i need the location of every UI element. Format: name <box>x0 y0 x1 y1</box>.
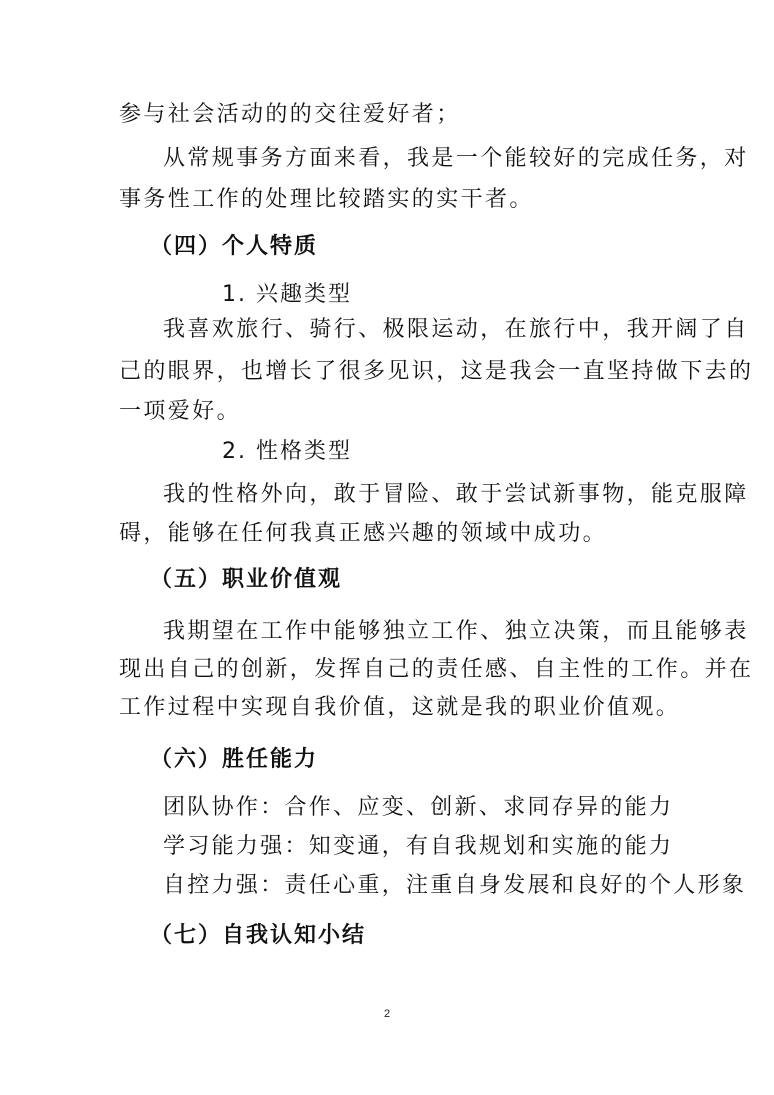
paragraph-line: 我喜欢旅行、骑行、极限运动，在旅行中，我开阔了自 <box>163 317 749 342</box>
page-number: 2 <box>383 1008 391 1020</box>
list-item: 自控力强：责任心重，注重自身发展和良好的个人形象 <box>163 873 747 898</box>
paragraph-line: 碍，能够在任何我真正感兴趣的领域中成功。 <box>119 521 608 546</box>
paragraph-line: 我期望在工作中能够独立工作、独立决策，而且能够表 <box>163 619 749 644</box>
paragraph-line: 我的性格外向，敢于冒险、敢于尝试新事物，能克服障 <box>163 482 749 507</box>
paragraph-line: 工作过程中实现自我价值，这就是我的职业价值观。 <box>119 695 681 720</box>
paragraph-line: 现出自己的创新，发挥自己的责任感、自主性的工作。并在 <box>119 657 754 682</box>
section-heading-6: （六）胜任能力 <box>150 747 319 772</box>
section-heading-5: （五）职业价值观 <box>150 567 343 592</box>
list-item: 团队协作：合作、应变、创新、求同存异的能力 <box>163 795 674 820</box>
section-heading-7: （七）自我认知小结 <box>150 923 367 948</box>
paragraph-line: 参与社会活动的的交往爱好者； <box>119 102 461 127</box>
list-item: 学习能力强：知变通，有自我规划和实施的能力 <box>163 834 674 859</box>
paragraph-line: 事务性工作的处理比较踏实的实干者。 <box>119 187 534 212</box>
subheading-personality-type: 2. 性格类型 <box>222 439 352 464</box>
subheading-interest-type: 1. 兴趣类型 <box>222 282 352 307</box>
section-heading-4: （四）个人特质 <box>150 234 319 259</box>
paragraph-line: 一项爱好。 <box>119 399 242 424</box>
paragraph-line: 己的眼界，也增长了很多见识，这是我会一直坚持做下去的 <box>119 359 754 384</box>
paragraph-line: 从常规事务方面来看，我是一个能较好的完成任务，对 <box>163 146 749 171</box>
